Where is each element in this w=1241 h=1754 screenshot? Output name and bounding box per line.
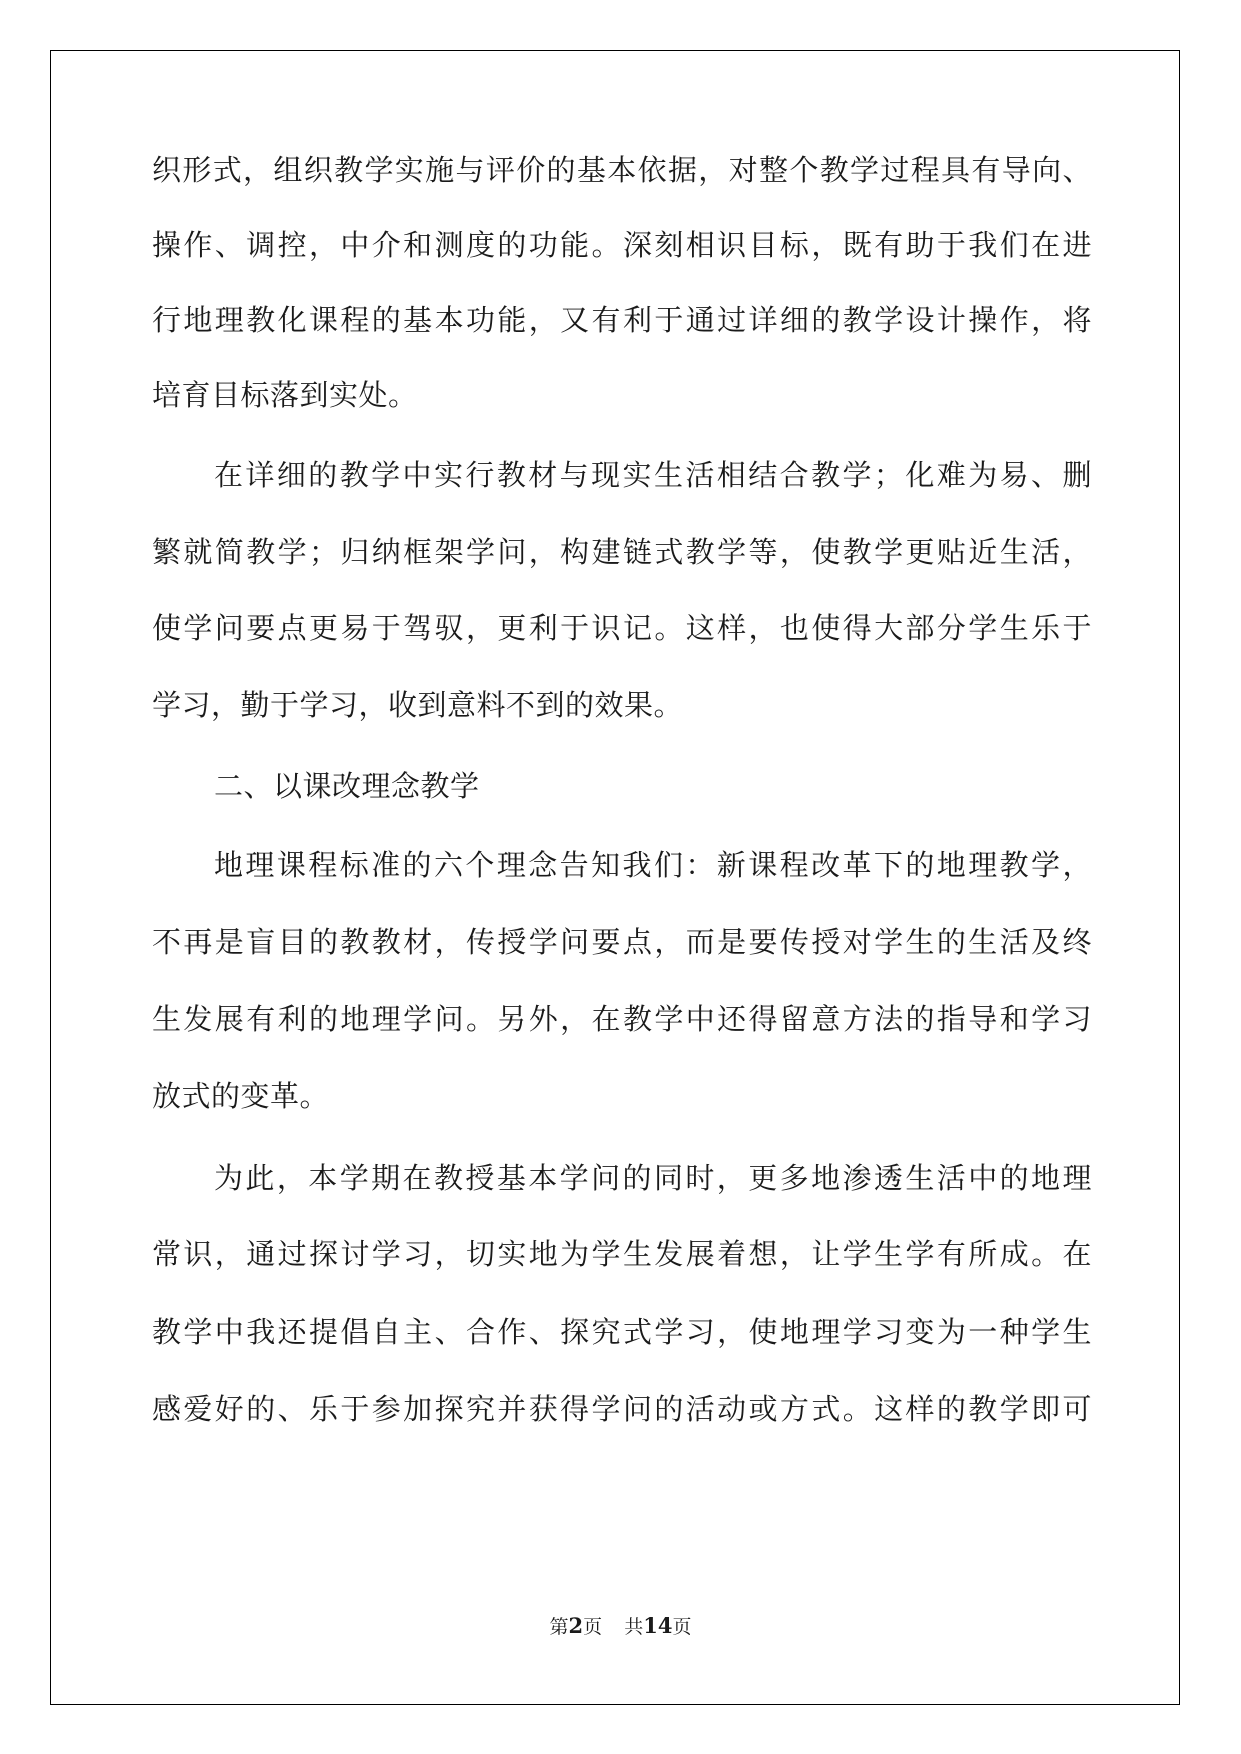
- text-line: 培育目标落到实处。: [152, 378, 418, 412]
- text-line: 在详细的教学中实行教材与现实生活相结合教学；化难为易、删: [214, 458, 1092, 492]
- text-line: 织形式，组织教学实施与评价的基本依据，对整个教学过程具有导向、: [152, 153, 1092, 187]
- text-line: 学习，勤于学习，收到意料不到的效果。: [152, 688, 684, 722]
- text-line: 使学问要点更易于驾驭，更利于识记。这样，也使得大部分学生乐于: [152, 611, 1092, 645]
- text-line: 不再是盲目的教教材，传授学问要点，而是要传授对学生的生活及终: [152, 925, 1092, 959]
- text-line: 生发展有利的地理学问。另外，在教学中还得留意方法的指导和学习: [152, 1002, 1092, 1036]
- text-line: 教学中我还提倡自主、合作、探究式学习，使地理学习变为一种学生: [152, 1315, 1092, 1349]
- text-line: 放式的变革。: [152, 1079, 330, 1113]
- footer-page-suffix: 页: [583, 1616, 603, 1638]
- footer-prefix: 第: [549, 1616, 569, 1638]
- text-line: 操作、调控，中介和测度的功能。深刻相识目标，既有助于我们在进: [152, 228, 1092, 262]
- footer-total-prefix: 共: [624, 1616, 644, 1638]
- text-line: 行地理教化课程的基本功能，又有利于通过详细的教学设计操作，将: [152, 303, 1092, 337]
- text-line: 感爱好的、乐于参加探究并获得学问的活动或方式。这样的教学即可: [152, 1392, 1092, 1426]
- text-line: 地理课程标准的六个理念告知我们：新课程改革下的地理教学，: [214, 848, 1092, 882]
- page-footer: [0, 1614, 1241, 1639]
- text-line: 常识，通过探讨学习，切实地为学生发展着想，让学生学有所成。在: [152, 1237, 1092, 1271]
- section-heading: 二、以课改理念教学: [214, 769, 480, 803]
- text-line: 繁就简教学；归纳框架学问，构建链式教学等，使教学更贴近生活，: [152, 535, 1092, 569]
- page-number: 2: [568, 1613, 584, 1638]
- total-pages: 14: [643, 1613, 673, 1638]
- footer-total-suffix: 页: [672, 1616, 692, 1638]
- text-line: 为此，本学期在教授基本学问的同时，更多地渗透生活中的地理: [214, 1161, 1092, 1195]
